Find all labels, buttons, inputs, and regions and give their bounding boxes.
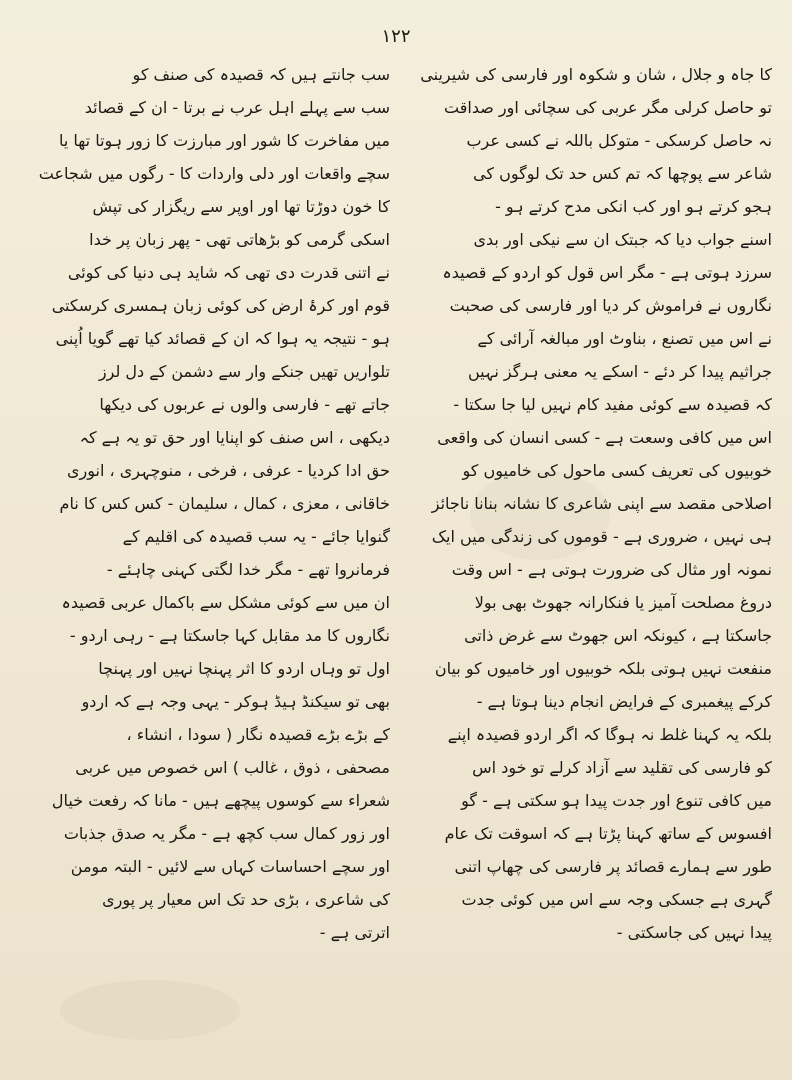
text-line: اور زور کمال سب کچھ ہے - مگر یہ صدق جذبات (63, 824, 390, 843)
text-line: نے اس میں تصنع ، بناوٹ اور مبالغہ آرائی کے (477, 329, 772, 348)
text-line: اترتی ہے - (319, 923, 390, 942)
text-line: نہ حاصل کرسکی - متوکل باللہ نے کسی عرب (466, 131, 772, 150)
text-line: سچے واقعات اور دلی واردات کا - رگوں میں شجاعت (38, 164, 390, 183)
text-line: شاعر سے پوچھا کہ تم کس حد تک لوگوں کی (473, 164, 772, 183)
text-line: گنوایا جائے - یہ سب قصیدہ کی اقلیم کے (122, 527, 390, 546)
text-line: سرزد ہوتی ہے - مگر اس قول کو اردو کے قصیدہ (442, 263, 772, 282)
text-line: خاقانی ، معزی ، کمال ، سلیمان - کس کس کا نام (59, 494, 390, 513)
text-line: دروغ مصلحت آمیز یا فنکارانہ جھوٹ بھی بولا (474, 593, 772, 612)
text-line: ہو - نتیجہ یہ ہوا کہ ان کے قصائد کیا تھے گویا اُپنی (55, 329, 390, 348)
text-line: سب سے پہلے اہل عرب نے برتا - ان کے قصائد (84, 98, 390, 117)
text-line: سب جانتے ہیں کہ قصیدہ کی صنف کو (132, 65, 390, 84)
text-line: افسوس کے ساتھ کہنا پڑتا ہے کہ اسوقت تک عام (444, 824, 772, 843)
text-line: نمونہ اور مثال کی ضرورت ہوتی ہے - اس وقت (451, 560, 772, 579)
text-line: کرکے پیغمبری کے فرایض انجام دینا ہوتا ہے - (476, 692, 772, 711)
text-line: اس میں کافی وسعت ہے - کسی انسان کی واقعی (437, 428, 772, 447)
text-line: کہ قصیدہ سے کوئی مفید کام نہیں لیا جا سکتا - (453, 395, 772, 414)
text-line: بلکہ یہ کہنا غلط نہ ہوگا کہ اگر اردو قصیدہ اپنے (447, 725, 772, 744)
text-line: بھی تو سیکنڈ ہیڈ ہوکر - یہی وجہ ہے کہ اردو (81, 692, 390, 711)
text-line: شعراء سے کوسوں پیچھے ہیں - مانا کہ رفعت خیال (51, 791, 390, 810)
text-line: نگاروں نے فراموش کر دیا اور فارسی کی صحبت (449, 296, 772, 315)
text-line: نے اتنی قدرت دی تھی کہ شاید ہی دنیا کی کوئی (67, 263, 390, 282)
text-line: کے بڑے بڑے قصیدہ نگار ( سودا ، انشاء ، (126, 725, 390, 744)
text-line: تو حاصل کرلی مگر عربی کی سچائی اور صداقت (444, 98, 772, 117)
text-line: قوم اور کرۂ ارض کی کوئی زبان ہمسری کرسکتی (51, 296, 390, 315)
text-line: منفعت نہیں ہوتی بلکہ خوبیوں اور خامیوں کو بیان (434, 659, 772, 678)
text-line: حق ادا کردیا - عرفی ، فرخی ، منوچہری ، انوری (66, 461, 390, 480)
text-line: دیکھی ، اس صنف کو اپنایا اور حق تو یہ ہے کہ (79, 428, 390, 447)
text-line: جاسکتا ہے ، کیونکہ اس جھوٹ سے غرض ذاتی (464, 626, 772, 645)
text-line: فرمانروا تھے - مگر خدا لگتی کہنی چاہئے - (106, 560, 390, 579)
text-line: کو فارسی کی تقلید سے آزاد کرلے تو خود اس (472, 758, 772, 777)
text-line: ہی نہیں ، ضروری ہے - قوموں کی زندگی میں ایک (431, 527, 772, 546)
left-text-column (16, 58, 390, 949)
text-line: پیدا نہیں کی جاسکتی - (616, 923, 772, 942)
text-line: مصحفی ، ذوق ، غالب ) اس خصوص میں عربی (75, 758, 390, 777)
text-line: طور سے ہمارے قصائد پر فارسی کی چھاپ اتنی (454, 857, 772, 876)
text-line: ان میں سے کوئی مشکل سے باکمال عربی قصیدہ (61, 593, 390, 612)
text-line: اصلاحی مقصد سے اپنی شاعری کا نشانہ بنانا ناجائز (431, 494, 772, 513)
text-line: اول تو وہاں اردو کا اثر پہنچا نہیں اور پہنچا (98, 659, 390, 678)
text-line: خوبیوں کی تعریف کسی ماحول کی خامیوں کو (462, 461, 772, 480)
text-line: ہجو کرتے ہو اور کب انکی مدح کرتے ہو - (495, 197, 772, 216)
text-line: کی شاعری ، بڑی حد تک اس معیار پر پوری (102, 890, 390, 909)
text-line: جراثیم پیدا کر دئے - اسکے یہ معنی ہرگز نہیں (468, 362, 772, 381)
right-text-column (392, 58, 772, 949)
text-line: کا خون دوڑتا تھا اور اوپر سے ریگزار کی تپش (92, 197, 390, 216)
paper-stain (60, 980, 240, 1040)
text-line: اسنے جواب دیا کہ جبتک ان سے نیکی اور بدی (473, 230, 772, 249)
text-line: اور سچے احساسات کہاں سے لائیں - البتہ مومن (70, 857, 390, 876)
text-line: اسکی گرمی کو بڑھاتی تھی - پھر زبان پر خدا (89, 230, 390, 249)
text-line: میں مفاخرت کا شور اور مبارزت کا زور ہوتا تھا یا (58, 131, 390, 150)
text-line: کا جاہ و جلال ، شان و شکوہ اور فارسی کی شیرینی (420, 65, 772, 84)
text-line: گہری ہے جسکی وجہ سے اس میں کوئی جدت (461, 890, 772, 909)
text-line: میں کافی تنوع اور جدت پیدا ہو سکتی ہے - گو (461, 791, 772, 810)
text-line: تلواریں تھیں جنکے وار سے دشمن کے دل لرز (98, 362, 390, 381)
page-number: ١٢٢ (381, 26, 411, 47)
text-line: نگاروں کا مد مقابل کہا جاسکتا ہے - رہی اردو - (69, 626, 390, 645)
text-line: جاتے تھے - فارسی والوں نے عربوں کی دیکھا (99, 395, 390, 414)
